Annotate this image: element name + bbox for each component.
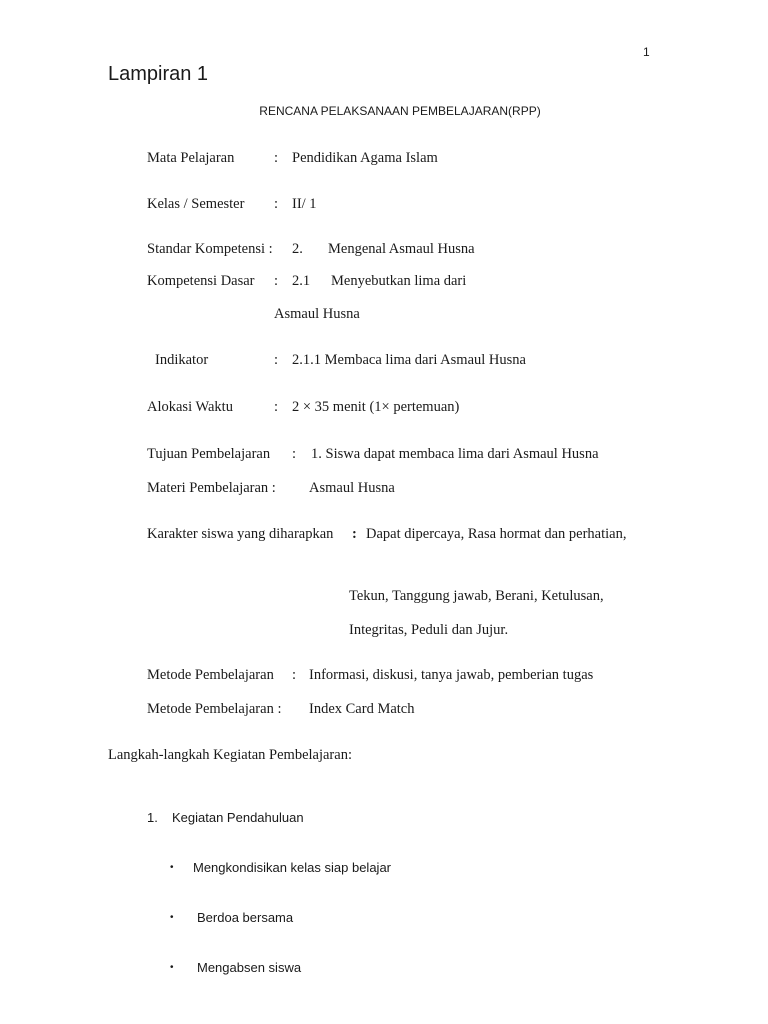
field-value: Mengenal Asmaul Husna xyxy=(328,241,475,257)
field-label: Kompetensi Dasar xyxy=(147,273,255,289)
field-value: 1. Siswa dapat membaca lima dari Asmaul Husna xyxy=(311,446,599,462)
field-value: 2 × 35 menit (1× pertemuan) xyxy=(292,399,460,415)
bullet-icon: • xyxy=(170,862,174,873)
field-separator: : xyxy=(292,667,297,683)
item-title: Kegiatan Pendahuluan xyxy=(172,810,304,825)
field-value: Asmaul Husna xyxy=(309,480,395,496)
field-separator: : xyxy=(274,196,279,212)
field-value-line3: Integritas, Peduli dan Jujur. xyxy=(349,622,509,638)
field-value-line1: Dapat dipercaya, Rasa hormat dan perhatian, xyxy=(366,526,627,542)
field-label: Karakter siswa yang diharapkan xyxy=(147,526,334,542)
field-value: Pendidikan Agama Islam xyxy=(292,150,438,166)
field-value-continued: Asmaul Husna xyxy=(274,306,360,322)
field-separator: : xyxy=(274,273,279,289)
field-label: Metode Pembelajaran xyxy=(147,667,274,683)
field-separator: : xyxy=(274,150,279,166)
field-label: Kelas / Semester xyxy=(147,196,245,212)
field-separator: : xyxy=(274,399,279,415)
field-label: Metode Pembelajaran : xyxy=(147,701,282,717)
field-label: Alokasi Waktu xyxy=(147,399,233,415)
field-value: Menyebutkan lima dari xyxy=(331,273,467,289)
section-heading: Langkah-langkah Kegiatan Pembelajaran: xyxy=(108,747,352,763)
appendix-heading: Lampiran 1 xyxy=(108,63,209,85)
page-number: 1 xyxy=(643,45,650,59)
field-label: Standar Kompetensi : xyxy=(147,241,273,257)
field-value: Informasi, diskusi, tanya jawab, pemberian tugas xyxy=(309,667,594,683)
field-value: II/ 1 xyxy=(292,196,317,212)
bullet-icon: • xyxy=(170,962,174,973)
document-title: RENCANA PELAKSANAAN PEMBELAJARAN(RPP) xyxy=(259,104,541,118)
field-separator: : xyxy=(274,352,279,368)
field-value: 2.1.1 Membaca lima dari Asmaul Husna xyxy=(292,352,526,368)
field-label: Materi Pembelajaran : xyxy=(147,480,276,496)
item-number: 1. xyxy=(147,810,158,825)
field-value-line2: Tekun, Tanggung jawab, Berani, Ketulusan, xyxy=(349,588,604,604)
field-label: Mata Pelajaran xyxy=(147,150,235,166)
field-separator: : xyxy=(292,446,297,462)
bullet-icon: • xyxy=(170,912,174,923)
field-value: Index Card Match xyxy=(309,701,415,717)
field-number: 2. xyxy=(292,241,303,257)
field-label: Tujuan Pembelajaran xyxy=(147,446,271,462)
list-item-text: Mengabsen siswa xyxy=(197,960,302,975)
list-item-text: Berdoa bersama xyxy=(197,910,294,925)
field-number: 2.1 xyxy=(292,273,311,289)
field-separator: : xyxy=(352,526,357,542)
field-label: Indikator xyxy=(155,352,209,368)
list-item-text: Mengkondisikan kelas siap belajar xyxy=(193,860,392,875)
